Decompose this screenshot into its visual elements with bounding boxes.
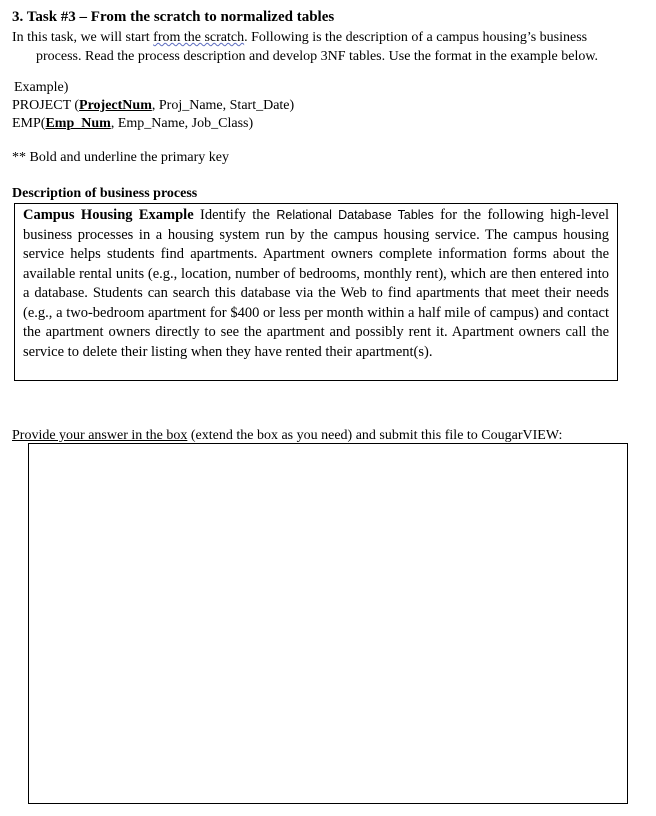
description-text-a: Identify the [193,207,277,223]
project-prefix: PROJECT ( [12,98,80,113]
example-label: Example) [14,80,69,95]
answer-box[interactable] [28,443,628,804]
task-heading: 3. Task #3 – From the scratch to normalized tables [12,9,335,25]
answer-prompt-underlined: Provide your answer in the box [12,428,188,443]
description-title: Description of business process [12,186,198,201]
emp-prefix: EMP( [12,116,46,131]
example-project-line [12,97,294,115]
intro-spellcheck-phrase: from the scratch [153,30,245,45]
description-text [23,206,609,362]
task-intro-line1 [12,28,642,47]
description-text-b: for the following high-level business processes in a housing system run by the campus housing service. The campus housing service helps students find apartments. Apartment owners complete information forms about the available rental units (e.g., location, number of bedrooms, monthly rent), which are then entered into a database. Students can search this database via the Web to find apartments that meet their needs (e.g., a two-bedroom apartment for $400 or less per month within a half mile of campus) and contact the apartment owners directly to see the apartment and possibly rent it. Apartment owners call the service to delete their listing when they have rented their apartment(s). [23,207,610,360]
description-box [14,203,618,381]
example-block [12,79,294,133]
emp-attributes: , Emp_Name, Job_Class) [110,116,254,131]
intro-text-1: In this task, we will start [12,30,154,45]
answer-prompt-rest: (extend the box as you need) and submit this file to CougarVIEW: [187,428,563,443]
task-intro-line2: process. Read the process description and develop 3NF tables. Use the format in the example below. [36,49,599,64]
project-attributes: , Proj_Name, Start_Date) [151,98,295,113]
description-sans-phrase: Relational Database Tables [276,208,434,222]
project-primary-key: ProjectNum [79,98,152,113]
primary-key-note: ** Bold and underline the primary key [12,150,229,165]
intro-text-2: . Following is the description of a campus housing’s business [244,30,588,45]
description-lead: Campus Housing Example [23,207,194,223]
example-emp-line [12,115,294,133]
emp-primary-key: Emp_Num [45,116,111,131]
task-intro [12,28,642,66]
